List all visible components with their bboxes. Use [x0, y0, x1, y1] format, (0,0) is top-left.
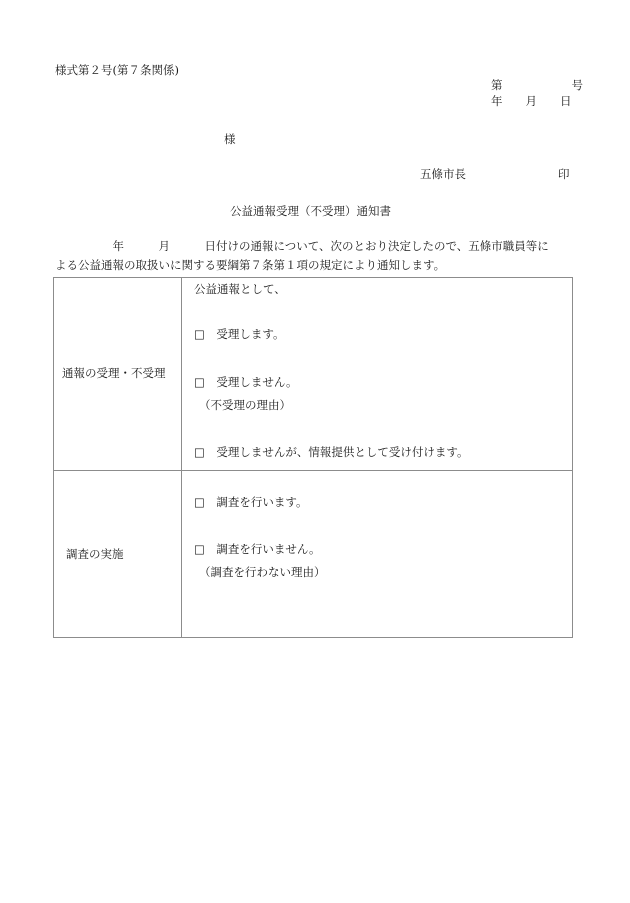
decision-table [53, 277, 573, 638]
investigation-label-cell [54, 471, 182, 638]
table-row-acceptance [54, 278, 573, 471]
option-info-provision: □ 受理しませんが、情報提供として受け付けます。 [194, 445, 469, 459]
investigation-options-cell [182, 471, 573, 638]
option-investigate: □ 調査を行います。 [194, 495, 308, 509]
acceptance-label-cell [54, 278, 182, 471]
reject-reason-label: （不受理の理由） [199, 398, 291, 412]
acceptance-options-cell [182, 278, 573, 471]
table-row-investigation [54, 471, 573, 638]
option-no-investigate: □ 調査を行いません。 [194, 542, 321, 556]
date-line: 年 月 日 [491, 94, 572, 108]
intro-text-line-1: 年 月 日付けの通報について、次のとおり決定したので、五條市職員等に [55, 239, 549, 253]
addressee-honorific: 様 [224, 132, 236, 146]
document-number-line: 第 号 [491, 78, 583, 92]
option-accept: □ 受理します。 [194, 327, 285, 341]
acceptance-heading: 公益通報として、 [194, 282, 286, 296]
acceptance-label: 通報の受理・不受理 [62, 366, 166, 380]
intro-text-line-2: よる公益通報の取扱いに関する要綱第７条第１項の規定により通知します。 [55, 258, 446, 272]
investigation-label: 調査の実施 [66, 547, 124, 561]
form-number: 様式第２号(第７条関係) [55, 63, 179, 77]
document-title: 公益通報受理（不受理）通知書 [230, 204, 391, 218]
issuer-line: 五條市長 印 [420, 167, 570, 181]
option-reject: □ 受理しません。 [194, 375, 298, 389]
no-investigate-reason-label: （調査を行わない理由） [199, 565, 326, 579]
